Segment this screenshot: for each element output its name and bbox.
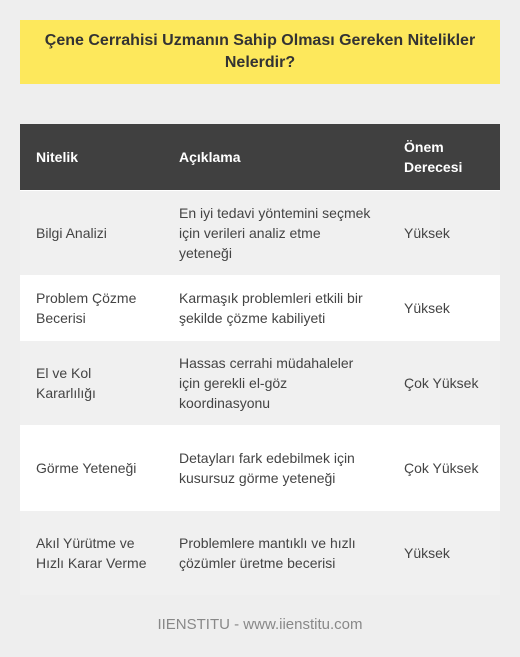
qualifications-table xyxy=(20,124,500,595)
cell-aciklama: En iyi tedavi yöntemini seçmek için verileri analiz etme yeteneği xyxy=(163,191,388,276)
header-nitelik: Nitelik xyxy=(20,124,163,191)
cell-onem: Çok Yüksek xyxy=(388,341,500,426)
title-banner xyxy=(20,20,500,84)
table-row xyxy=(20,191,500,276)
cell-nitelik: Bilgi Analizi xyxy=(20,191,163,276)
cell-aciklama: Hassas cerrahi müdahaleler için gerekli el-göz koordinasyonu xyxy=(163,341,388,426)
table-row xyxy=(20,426,500,511)
cell-aciklama: Karmaşık problemleri etkili bir şekilde çözme kabiliyeti xyxy=(163,276,388,341)
table-row xyxy=(20,341,500,426)
cell-onem: Yüksek xyxy=(388,276,500,341)
cell-nitelik: Akıl Yürütme ve Hızlı Karar Verme xyxy=(20,511,163,596)
cell-nitelik: Görme Yeteneği xyxy=(20,426,163,511)
header-onem-derecesi: Önem Derecesi xyxy=(388,124,500,191)
cell-aciklama: Detayları fark edebilmek için kusursuz görme yeteneği xyxy=(163,426,388,511)
footer-source: IIENSTITU - www.iienstitu.com xyxy=(157,616,363,633)
table-row xyxy=(20,511,500,596)
cell-onem: Yüksek xyxy=(388,511,500,596)
table-header-row xyxy=(20,124,500,191)
table-row xyxy=(20,276,500,341)
cell-onem: Çok Yüksek xyxy=(388,426,500,511)
page-title: Çene Cerrahisi Uzmanın Sahip Olması Gereken Nitelikler Nelerdir? xyxy=(44,32,476,71)
cell-nitelik: Problem Çözme Becerisi xyxy=(20,276,163,341)
header-aciklama: Açıklama xyxy=(163,124,388,191)
cell-nitelik: El ve Kol Kararlılığı xyxy=(20,341,163,426)
cell-onem: Yüksek xyxy=(388,191,500,276)
cell-aciklama: Problemlere mantıklı ve hızlı çözümler üretme becerisi xyxy=(163,511,388,596)
